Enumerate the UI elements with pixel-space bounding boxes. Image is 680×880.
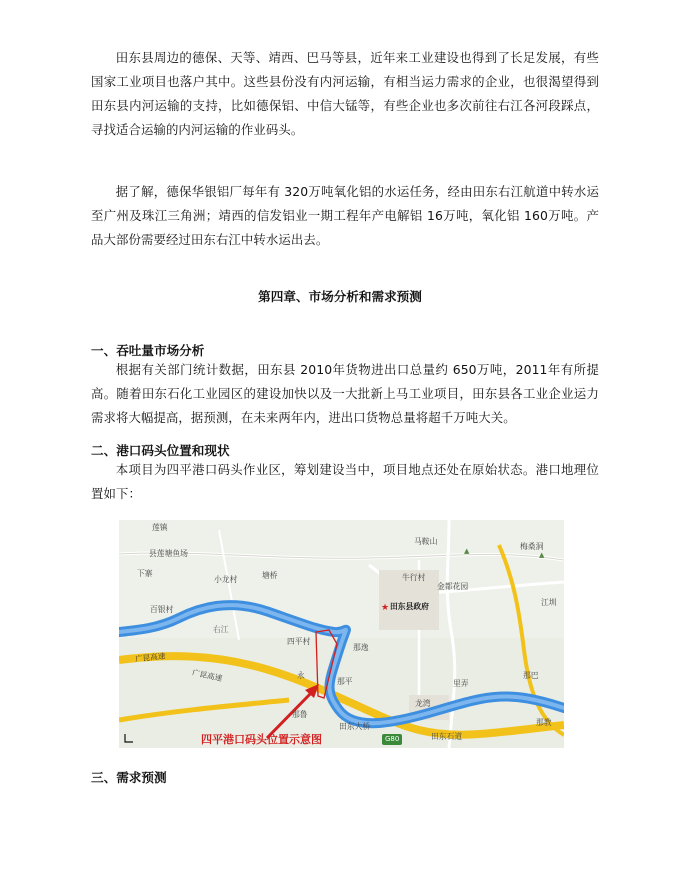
- map-label: 梅桑洞: [520, 542, 544, 551]
- map-caption: 四平港口码头位置示意图: [201, 733, 322, 746]
- map-label: 江圳: [541, 598, 557, 607]
- paragraph-transport-demand: 据了解，德保华银铝厂每年有 320万吨氧化铝的水运任务，经由田东右江航道中转水运至广州及珠江三角洲；靖西的信发铝业一期工程年产电解铝 16万吨，氧化铝 160万吨。产品大部份需要经过田东右江中转水运出去。: [91, 184, 599, 247]
- map-label: 下寨: [137, 569, 153, 578]
- map-label: 牛行村: [402, 573, 426, 582]
- paragraph-neighboring-counties: 田东县周边的德保、天等、靖西、巴马等县，近年来工业建设也得到了长足发展，有些国家工业项目也落户其中。这些县份没有内河运输，有相当运力需求的企业，也很渴望得到田东县内河运输的支持，比如德保铝、中信大锰等，有些企业也多次前往右江各河段踩点，寻找适合运输的内河运输的作业码头。: [91, 50, 599, 137]
- map-label: 小龙村: [214, 575, 238, 584]
- map-label: 塘桥: [262, 571, 278, 580]
- map-label: 里弄: [453, 679, 469, 688]
- map-label: 百银村: [150, 605, 174, 614]
- map-label: 那巴: [523, 671, 539, 680]
- section-heading-port-location: 二、港口码头位置和现状: [91, 443, 230, 458]
- map-label-government: 田东县政府: [390, 602, 429, 611]
- government-star-icon: ★: [381, 603, 390, 613]
- map-label: 县莲塘鱼场: [149, 549, 188, 558]
- map-label: 田东石道: [431, 732, 463, 741]
- mountain-icon: ▲: [464, 547, 470, 555]
- route-badge: G80: [382, 734, 402, 745]
- map-label: 那鲁: [292, 710, 308, 719]
- map-label-river: 右江: [213, 625, 229, 634]
- map-label: 金都花园: [437, 582, 469, 591]
- map-label: 永: [297, 671, 305, 680]
- map-label: 那平: [337, 677, 353, 686]
- map-label: 马鞍山: [414, 537, 438, 546]
- map-label: 龙湾: [415, 699, 431, 708]
- map-label: 莲镇: [152, 523, 168, 532]
- paragraph-throughput-statistics: 根据有关部门统计数据，田东县 2010年货物进出口总量约 650万吨，2011年有所提高。随着田东石化工业园区的建设加快以及一大批新上马工业项目，田东县各工业企业运力需求将大幅提高，据预测，在未来两年内，进出口货物总量将超千万吨大关。: [91, 362, 599, 425]
- expressway-label: 广昆高速: [134, 651, 166, 664]
- map-label: 四平村: [287, 637, 311, 646]
- map-label: 那教: [536, 718, 552, 727]
- port-location-map: [119, 520, 564, 748]
- chapter-title: 第四章、市场分析和需求预测: [258, 289, 422, 304]
- map-label: 田东大桥: [339, 722, 371, 731]
- map-label: 那逸: [353, 643, 369, 652]
- mountain-icon-2: ▲: [539, 551, 545, 559]
- section-heading-demand-forecast: 三、需求预测: [91, 770, 167, 785]
- expressway-label-2: 广昆高速: [191, 667, 223, 684]
- paragraph-port-status: 本项目为四平港口码头作业区，筹划建设当中，项目地点还处在原始状态。港口地理位置如下：: [91, 462, 599, 501]
- section-heading-throughput: 一、吞吐量市场分析: [91, 343, 205, 358]
